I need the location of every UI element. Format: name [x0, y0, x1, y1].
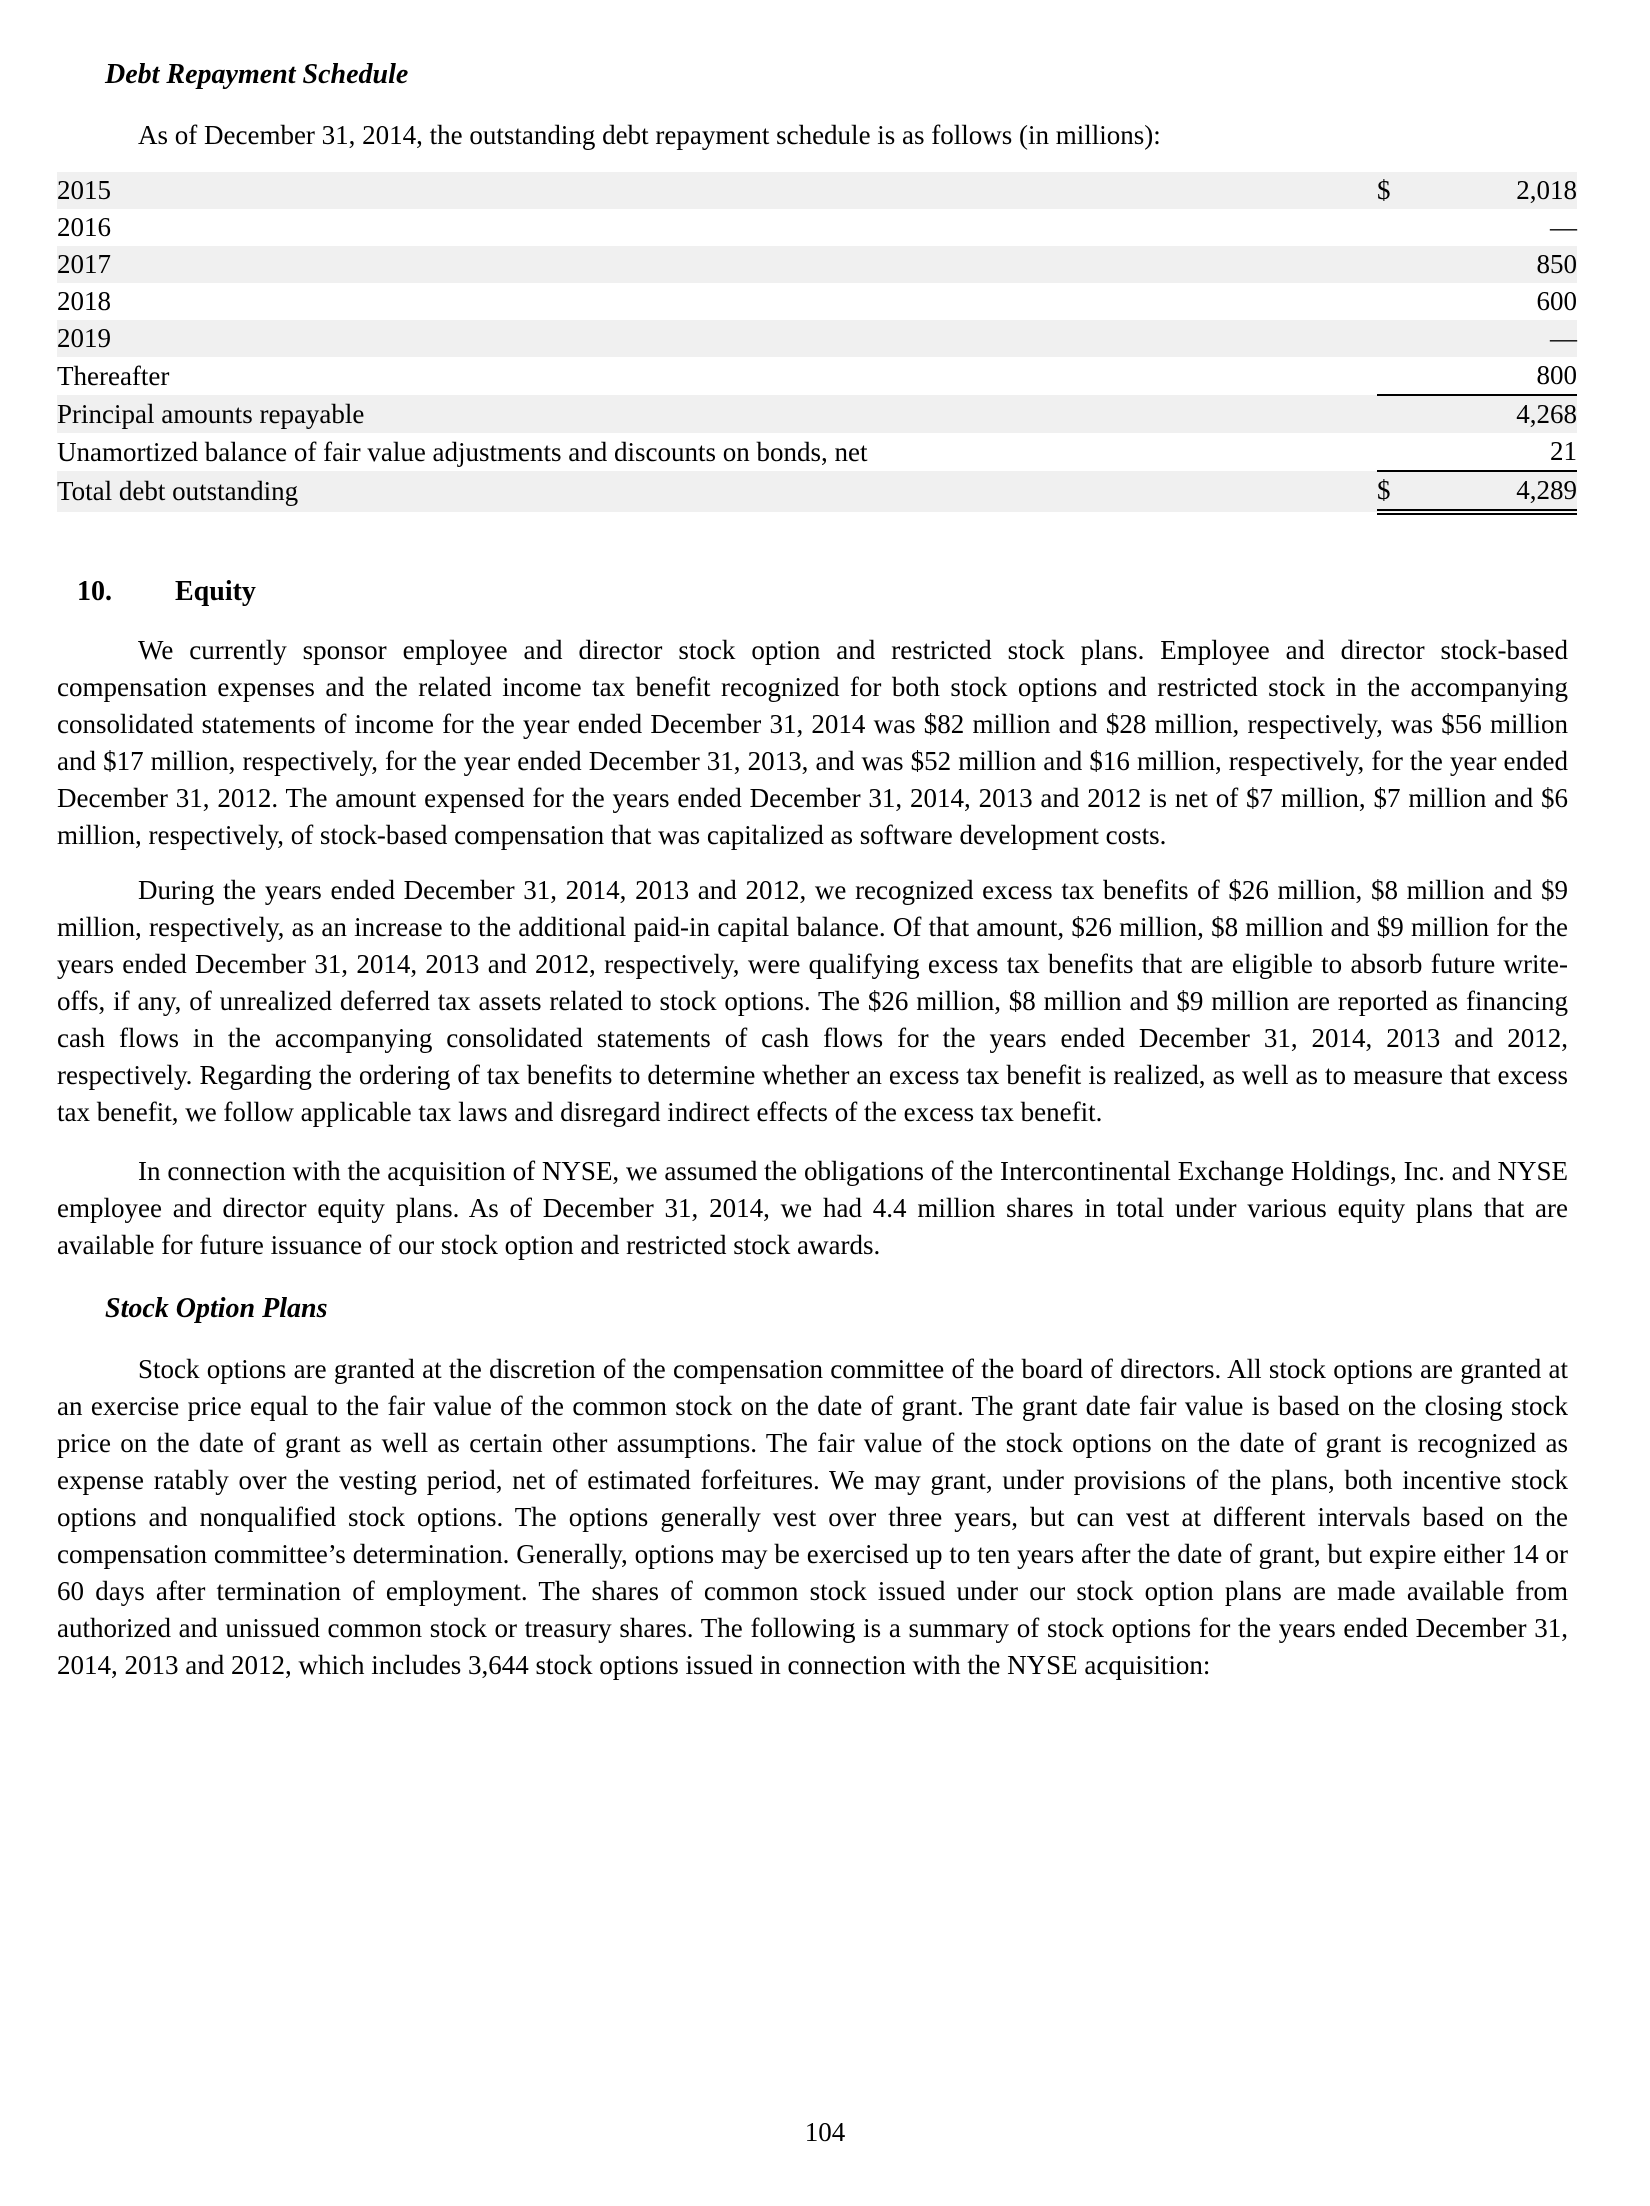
page-number: 104	[804, 2117, 846, 2147]
table-row	[57, 172, 1577, 209]
row-label: 2018	[57, 286, 111, 316]
debt-schedule-intro: As of December 31, 2014, the outstanding debt repayment schedule is as follows (in millions):	[138, 120, 1161, 150]
row-value: 4,268	[1425, 395, 1577, 433]
row-currency-symbol	[1377, 395, 1425, 433]
row-currency-symbol	[1377, 433, 1425, 471]
table-row	[57, 320, 1577, 357]
table-row	[57, 246, 1577, 283]
debt-repayment-table	[57, 172, 1577, 515]
stock-option-plans-paragraph: Stock options are granted at the discretion of the compensation committee of the board of directors. All stock options are granted at an exercise price equal to the fair value of the common stock on the date of grant. The grant date fair value is based on the closing stock price on the date of grant as well as certain other assumptions. The fair value of the stock options on the date of grant is recognized as expense ratably over the vesting period, net of estimated forfeitures. We may grant, under provisions of the plans, both incentive stock options and nonqualified stock options. The options generally vest over three years, but can vest at different intervals based on the compensation committee’s determination. Generally, options may be exercised up to ten years after the date of grant, but expire either 14 or 60 days after termination of employment. The shares of common stock issued under our stock option plans are made available from authorized and unissued common stock or treasury shares. The following is a summary of stock options for the years ended December 31, 2014, 2013 and 2012, which includes 3,644 stock options issued in connection with the NYSE acquisition:	[57, 1354, 1568, 1680]
table-row	[57, 209, 1577, 246]
row-currency-symbol	[1377, 209, 1425, 246]
row-label: Principal amounts repayable	[57, 398, 365, 429]
row-label: 2016	[57, 212, 111, 242]
row-value: 21	[1550, 436, 1577, 466]
equity-paragraph-1: We currently sponsor employee and director stock option and restricted stock plans. Employee and director stock-based compensation expenses and the related income tax benefit recognized for both stock options and restricted stock in the accompanying consolidated statements of income for the year ended December 31, 2014 was $82 million and $28 million, respectively, was $56 million and $17 million, respectively, for the year ended December 31, 2013, and was $52 million and $16 million, respectively, for the year ended December 31, 2012. The amount expensed for the years ended December 31, 2014, 2013 and 2012 is net of $7 million, $7 million and $6 million, respectively, of stock-based compensation that was capitalized as software development costs.	[57, 635, 1568, 850]
table-row	[57, 471, 1577, 512]
equity-section-title: Equity	[175, 576, 256, 607]
row-currency-symbol	[1377, 357, 1425, 395]
row-currency-symbol: $	[1377, 175, 1391, 205]
table-row	[57, 357, 1577, 395]
debt-table-body	[57, 172, 1577, 512]
row-currency-symbol	[1377, 246, 1425, 283]
equity-paragraph-2: During the years ended December 31, 2014, 2013 and 2012, we recognized excess tax benefits of $26 million, $8 million and $9 million, respectively, as an increase to the additional paid-in capital balance. Of that amount, $26 million, $8 million and $9 million for the years ended December 31, 2014, 2013 and 2012, respectively, were qualifying excess tax benefits that are eligible to absorb future write-offs, if any, of unrealized deferred tax assets related to stock options. The $26 million, $8 million and $9 million are reported as financing cash flows in the accompanying consolidated statements of cash flows for the years ended December 31, 2014, 2013 and 2012, respectively. Regarding the ordering of tax benefits to determine whether an excess tax benefit is realized, as well as to measure that excess tax benefit, we follow applicable tax laws and disregard indirect effects of the excess tax benefit.	[57, 875, 1568, 1127]
row-value: 800	[1536, 360, 1577, 390]
table-row	[57, 433, 1577, 471]
equity-section-number: 10.	[77, 576, 112, 607]
row-value: 850	[1536, 249, 1577, 279]
row-label: 2017	[57, 249, 111, 279]
equity-paragraph-3: In connection with the acquisition of NYSE, we assumed the obligations of the Intercontinental Exchange Holdings, Inc. and NYSE employee and director equity plans. As of December 31, 2014, we had 4.4 million shares in total under various equity plans that are available for future issuance of our stock option and restricted stock awards.	[57, 1156, 1568, 1260]
row-currency-symbol	[1377, 283, 1425, 320]
row-value: 4,289	[1425, 471, 1577, 512]
row-label: Total debt outstanding	[57, 476, 299, 506]
row-value: —	[1550, 323, 1577, 353]
row-label: 2019	[57, 323, 111, 353]
equity-section-heading	[77, 573, 1568, 610]
document-page	[0, 56, 1650, 1684]
row-currency-symbol: $	[1377, 471, 1425, 512]
stock-option-plans-heading: Stock Option Plans	[105, 1293, 328, 1324]
row-label: 2015	[57, 175, 111, 205]
debt-repayment-schedule-heading: Debt Repayment Schedule	[105, 59, 409, 90]
table-row	[57, 283, 1577, 320]
row-value: 2,018	[1516, 175, 1577, 205]
row-value: 600	[1536, 286, 1577, 316]
row-value: —	[1550, 212, 1577, 242]
row-currency-symbol	[1377, 320, 1425, 357]
table-row	[57, 395, 1577, 433]
row-label: Thereafter	[57, 360, 170, 391]
row-label: Unamortized balance of fair value adjustments and discounts on bonds, net	[57, 436, 868, 467]
